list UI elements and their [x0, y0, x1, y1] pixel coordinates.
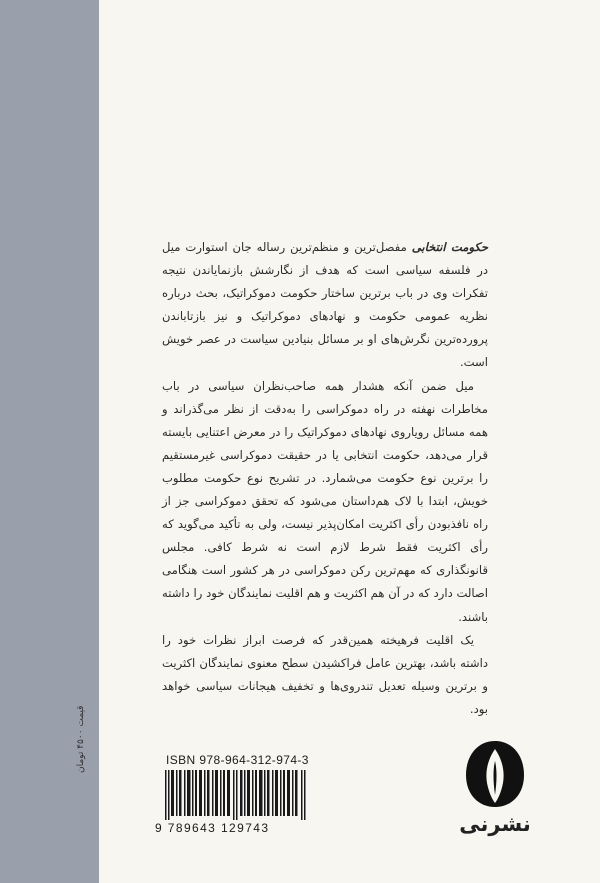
barcode-number: 9 789643 129743: [155, 821, 270, 835]
blurb-paragraph-2: میل ضمن آنکه هشدار همه صاحب‌نظران سیاسی در باب مخاطرات نهفته در راه دموکراسی را به‌دقت از نظر می‌گذراند و همه مسائل رویاروی نهادهای دموکراتیک را در معرض اعتنایی بایسته قرار می‌دهد، حکومت انتخابی یا در حقیقت دموکراسی غیرمستقیم را برترین نوع حکومت می‌شمارد. در تشریح نوع حکومت مطلوب خویش، ابتدا با لاک هم‌داستان می‌شود که تحقق دموکراسی جز از راه نافذبودن رأی اکثریت امکان‌پذیر نیست، ولی به تأکید می‌گوید که رأی اکثریت فقط شرط لازم است نه شرط کافی. مجلس قانونگذاری که مهم‌ترین رکن دموکراسی در هر کشور است هنگامی اصالت دارد که در آن هم اکثریت و هم اقلیت نمایندگان خود را داشته باشند.: [162, 378, 488, 624]
blurb-paragraph-1-body: مفصل‌ترین و منظم‌ترین رساله جان استوارت میل در فلسفه سیاسی است که هدف از نگارشش بازنمایاندن نتیجه تفکرات وی در باب برترین ساختار حکومت دموکراتیک، بحث درباره نظریه عمومی حکومت و نهادهای دموکراتیک و نیز بازتاباندن پرورده‌ترین نگرش‌های او بر مسائل بنیادین سیاست در عصر خویش است.: [162, 240, 488, 370]
blurb-paragraph-3: یک اقلیت فرهیخته همین‌قدر که فرصت ابراز نظرات خود را داشته باشد، بهترین عامل فراکشیدن سطح معنوی نمایندگان اکثریت و برترین وسیله تعدیل تندروی‌ها و تخفیف هیجانات سیاسی خواهد بود.: [162, 632, 488, 716]
blurb-text: [162, 236, 488, 721]
book-title-inline: حکومت انتخابی: [411, 240, 488, 254]
publisher-name: نشرنی: [459, 812, 531, 836]
handwritten-price-note: قیمت ۴۵۰۰ تومان: [76, 705, 86, 773]
publisher-logo-icon: [464, 739, 526, 809]
isbn-label: ISBN 978-964-312-974-3: [166, 753, 309, 767]
blurb-paragraph-1: [162, 236, 488, 375]
barcode: [165, 770, 307, 820]
